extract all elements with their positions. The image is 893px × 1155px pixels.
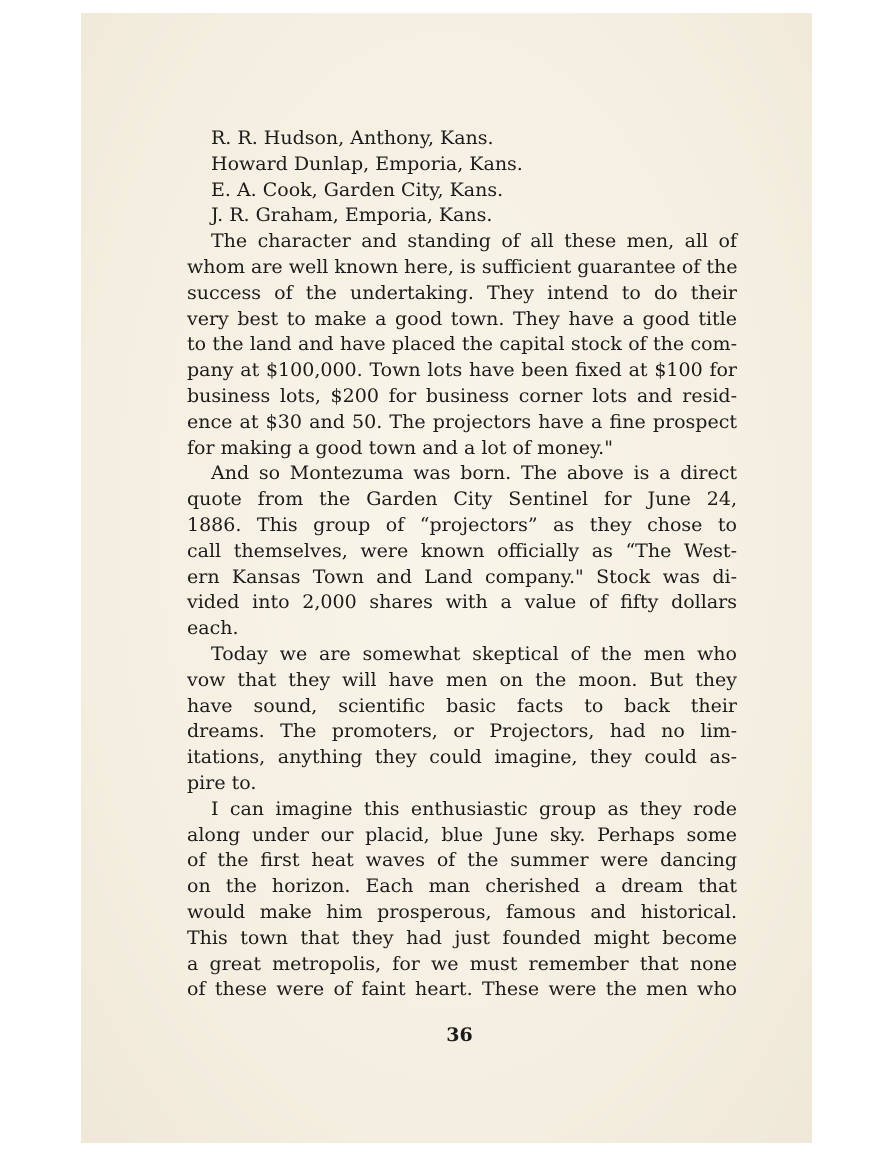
text-line: And so Montezuma was born. The above is a direct <box>211 462 737 485</box>
text-line: each. <box>187 617 239 640</box>
text-line: very best to make a good town. They have a good title <box>187 307 737 330</box>
text-line: ence at $30 and 50. The projectors have a fine prospect <box>187 410 737 433</box>
text-line: of the first heat waves of the summer were dancing <box>187 849 737 872</box>
text-line: would make him prosperous, famous and historical. <box>187 900 737 923</box>
text-line: 1886. This group of “projectors” as they chose to <box>187 513 737 536</box>
text-line: pire to. <box>187 771 257 794</box>
text-line: ern Kansas Town and Land company." Stock was di- <box>187 565 737 588</box>
text-line: This town that they had just founded might become <box>187 926 737 949</box>
text-line: Howard Dunlap, Emporia, Kans. <box>211 152 523 175</box>
text-line: vow that they will have men on the moon. But they <box>187 668 737 691</box>
page-number: 36 <box>446 1024 473 1046</box>
body-text <box>187 126 737 1003</box>
text-line: Today we are somewhat skeptical of the men who <box>211 642 737 665</box>
text-line: for making a good town and a lot of money." <box>187 436 613 459</box>
text-line: call themselves, were known officially as “The West- <box>187 539 737 562</box>
text-line: whom are well known here, is sufficient guarantee of the <box>187 255 738 278</box>
text-line: success of the undertaking. They intend to do their <box>187 281 737 304</box>
text-line: have sound, scientific basic facts to back their <box>187 694 737 717</box>
text-line: dreams. The promoters, or Projectors, had no lim- <box>187 720 737 743</box>
text-line: R. R. Hudson, Anthony, Kans. <box>211 127 494 149</box>
text-line: I can imagine this enthusiastic group as they rode <box>211 797 737 820</box>
text-line: E. A. Cook, Garden City, Kans. <box>211 178 504 201</box>
text-line: J. R. Graham, Emporia, Kans. <box>211 204 493 227</box>
text-line: quote from the Garden City Sentinel for June 24, <box>187 488 737 511</box>
text-line: along under our placid, blue June sky. Perhaps some <box>187 823 737 846</box>
text-line: pany at $100,000. Town lots have been fixed at $100 for <box>187 359 737 382</box>
text-line: of these were of faint heart. These were the men who <box>187 978 737 1001</box>
text-line: vided into 2,000 shares with a value of fifty dollars <box>187 591 737 614</box>
text-line: The character and standing of all these men, all of <box>211 230 737 253</box>
text-line: business lots, $200 for business corner lots and resid- <box>187 384 737 407</box>
text-line: itations, anything they could imagine, they could as- <box>187 746 737 769</box>
text-line: on the horizon. Each man cherished a dream that <box>187 875 737 898</box>
text-line: a great metropolis, for we must remember that none <box>187 952 737 975</box>
text-line: to the land and have placed the capital stock of the com- <box>187 333 737 356</box>
